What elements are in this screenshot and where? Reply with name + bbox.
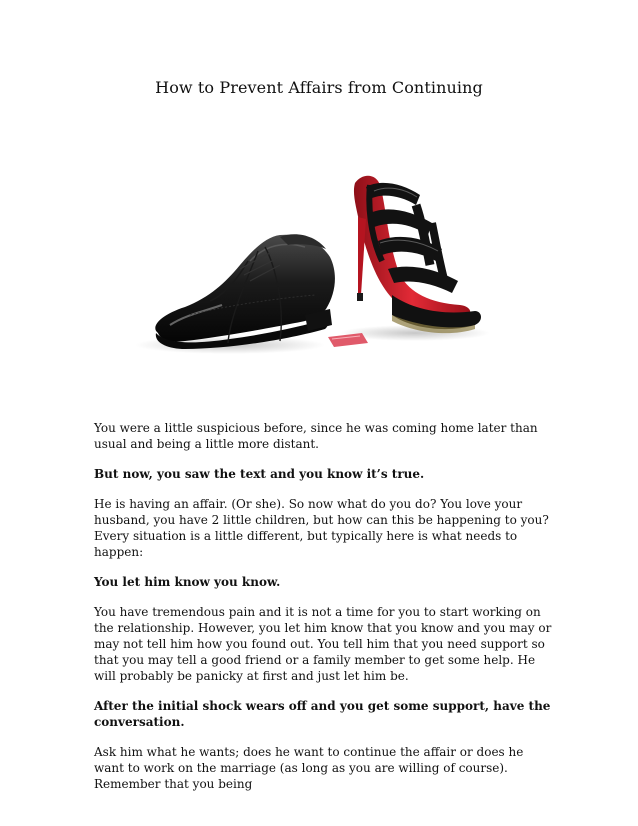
heading-have-the-conversation: After the initial shock wears off and you get some support, have the conversation. <box>94 699 551 729</box>
paragraph-having-affair: He is having an affair. (Or she). So now what do you do? You love your husband, you have 2 little children, but how can this be happening to you? Every situation is a little different, but typically here is what needs to happen: <box>94 497 549 559</box>
page-title: How to Prevent Affairs from Continuing <box>155 78 483 97</box>
article-body <box>94 420 554 806</box>
paragraph-ask-him: Ask him what he wants; does he want to continue the affair or does he want to work on the marriage (as long as you are willing of course). Remember that you being <box>94 745 524 791</box>
mens-oxford-shoe <box>155 234 335 349</box>
shoes-illustration <box>130 165 490 365</box>
heading-saw-the-text: But now, you saw the text and you know it’s true. <box>94 467 425 481</box>
paragraph-tremendous-pain: You have tremendous pain and it is not a time for you to start working on the relationship. However, you let him know that you know and you may or may not tell him how you found out. You tell him that you need support so that you may tell a good friend or a family member to get some help. He will probably be panicky at first and just let him be. <box>94 605 552 683</box>
heading-let-him-know: You let him know you know. <box>94 575 281 589</box>
paragraph-suspicious: You were a little suspicious before, since he was coming home later than usual and being a little more distant. <box>94 421 538 451</box>
high-heel-sandal <box>354 176 481 333</box>
foil-packet <box>328 333 368 347</box>
